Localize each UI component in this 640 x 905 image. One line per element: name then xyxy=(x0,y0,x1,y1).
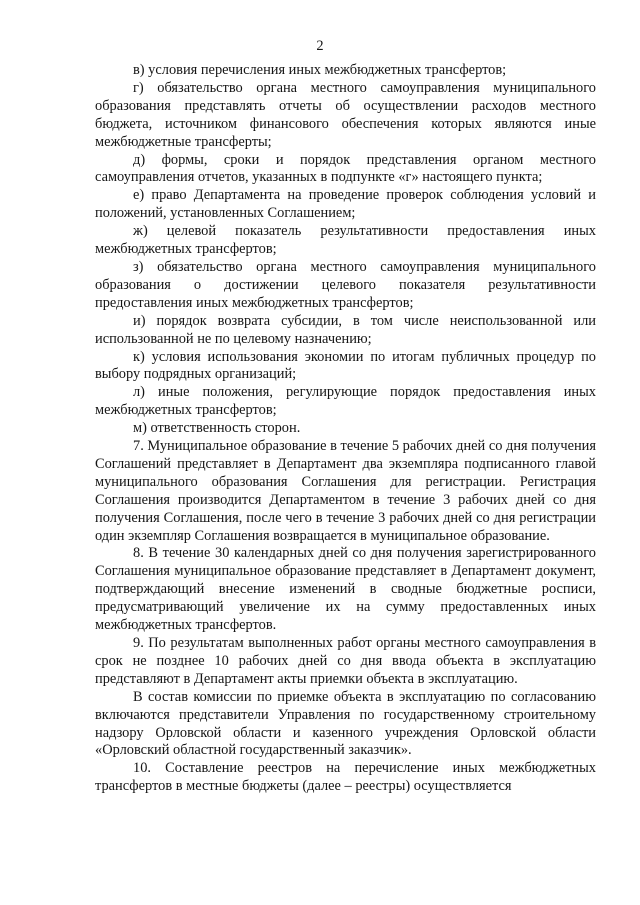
paragraph-subitem-l: л) иные положения, регулирующие порядок предоставления иных межбюджетных трансфертов; xyxy=(95,384,596,419)
paragraph-subitem-g: г) обязательство органа местного самоуправления муниципального образования представлять отчеты об осуществлении расходов местного бюджета, источником финансового обеспечения которых являются иные межбюджетные трансферты; xyxy=(95,79,596,150)
paragraph-subitem-k: к) условия использования экономии по итогам публичных процедур по выбору подрядных организаций; xyxy=(95,348,596,383)
paragraph-item-7: 7. Муниципальное образование в течение 5 рабочих дней со дня получения Соглашений представляет в Департамент два экземпляра подписанного главой муниципального образования Соглашения для регистрации. Регистрация Соглашения производится Департаментом в течение 3 рабочих дней со дня получения Соглашения, после чего в течение 3 рабочих дней со дня регистрации один экземпляр Соглашения возвращается в муниципальное образование. xyxy=(95,438,596,544)
paragraph-item-10: 10. Составление реестров на перечисление иных межбюджетных трансфертов в местные бюджеты (далее – реестры) осуществляется xyxy=(95,760,596,795)
page-number: 2 xyxy=(316,38,324,54)
paragraph-subitem-z: з) обязательство органа местного самоуправления муниципального образования о достижении целевого показателя результативности предоставления иных межбюджетных трансфертов; xyxy=(95,258,596,311)
paragraph-subitem-zh: ж) целевой показатель результативности предоставления иных межбюджетных трансфертов; xyxy=(95,223,596,258)
paragraph-subitem-v: в) условия перечисления иных межбюджетных трансфертов; xyxy=(133,62,507,78)
document-body xyxy=(95,62,596,796)
paragraph-subitem-m: м) ответственность сторон. xyxy=(133,420,301,437)
paragraph-subitem-e: е) право Департамента на проведение проверок соблюдения условий и положений, установленных Соглашением; xyxy=(95,187,596,222)
paragraph-subitem-i: и) порядок возврата субсидии, в том числе неиспользованной или использованной не по целевому назначению; xyxy=(95,312,596,347)
paragraph-item-8: 8. В течение 30 календарных дней со дня получения зарегистрированного Соглашения муниципальное образование представляет в Департамент документ, подтверждающий внесение изменений в сводные бюджетные росписи, предусматривающий увеличение их на сумму предоставленных иных межбюджетных трансфертов. xyxy=(95,545,596,634)
paragraph-commission: В состав комиссии по приемке объекта в эксплуатацию по согласованию включаются представители Управления по государственному строительному надзору Орловской области и казенного учреждения Орловской области «Орловский областной государственный заказчик». xyxy=(95,688,596,759)
paragraph-item-9: 9. По результатам выполненных работ органы местного самоуправления в срок не позднее 10 рабочих дней со дня ввода объекта в эксплуатацию представляют в Департамент акты приемки объекта в эксплуатацию. xyxy=(95,635,596,687)
paragraph-subitem-d: д) формы, сроки и порядок представления органом местного самоуправления отчетов, указанных в подпункте «г» настоящего пункта; xyxy=(95,151,596,186)
